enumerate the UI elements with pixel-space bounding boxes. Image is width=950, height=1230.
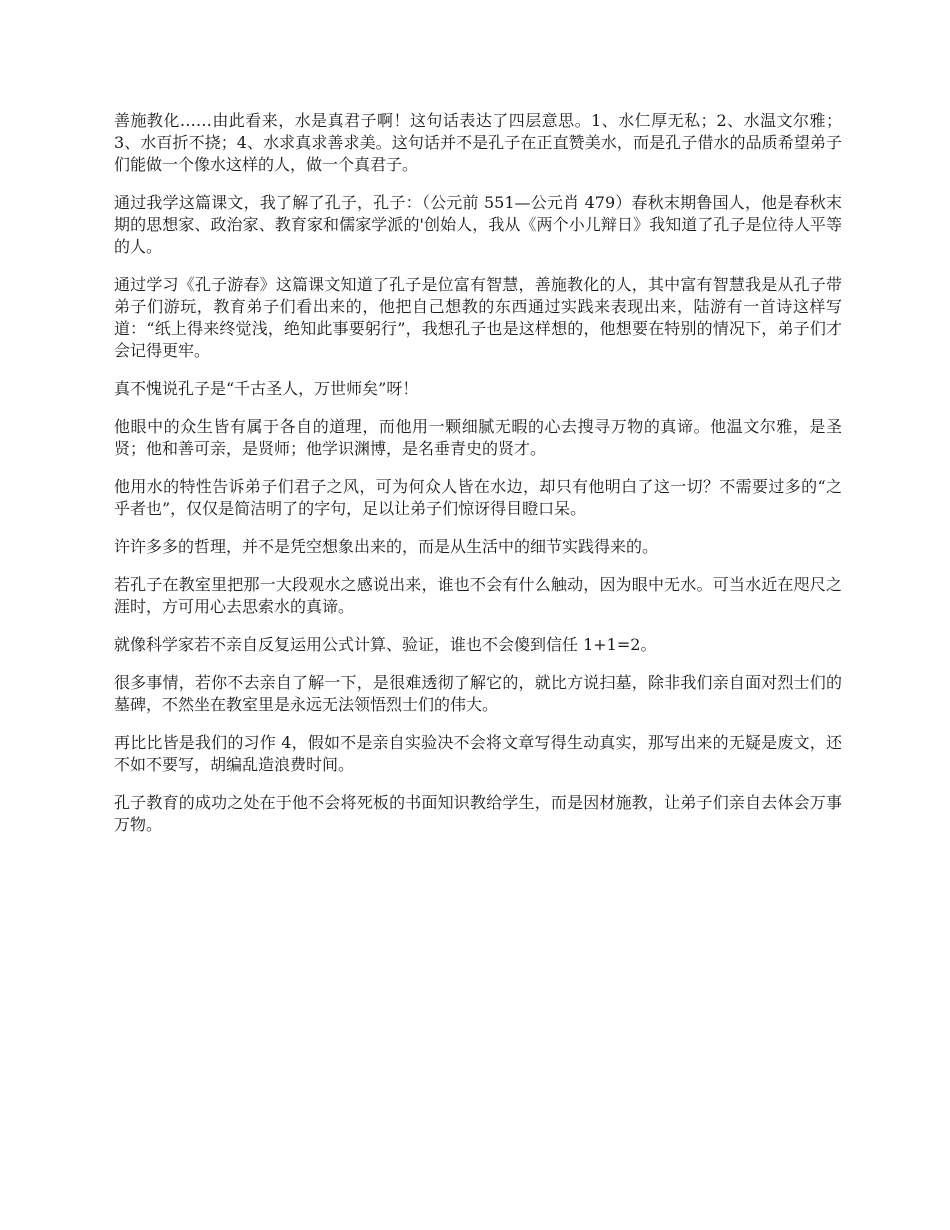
paragraph: 他眼中的众生皆有属于各自的道理，而他用一颗细腻无暇的心去搜寻万物的真谛。他温文尔雅，是圣贤；他和善可亲，是贤师；他学识渊博，是名垂青史的贤才。: [114, 417, 842, 458]
paragraph: 通过学习《孔子游春》这篇课文知道了孔子是位富有智慧，善施教化的人，其中富有智慧我是从孔子带弟子们游玩，教育弟子们看出来的，他把自己想教的东西通过实践来表现出来，陆游有一首诗这样写道：“纸上得来终觉浅，绝知此事要躬行”，我想孔子也是这样想的，他想要在特别的情况下，弟子们才会记得更牢。: [114, 275, 842, 360]
paragraph: 许许多多的哲理，并不是凭空想象出来的，而是从生活中的细节实践得来的。: [114, 537, 659, 556]
paragraph: 他用水的特性告诉弟子们君子之风，可为何众人皆在水边，却只有他明白了这一切？不需要过多的“之乎者也”，仅仅是简洁明了的字句，足以让弟子们惊讶得目瞪口呆。: [114, 477, 842, 518]
paragraph: 再比比皆是我们的习作 4，假如不是亲自实验决不会将文章写得生动真实，那写出来的无疑是废文，还不如不要写，胡编乱造浪费时间。: [114, 733, 842, 774]
paragraph: 孔子教育的成功之处在于他不会将死板的书面知识教给学生，而是因材施教，让弟子们亲自去体会万事万物。: [114, 793, 842, 834]
paragraph: 善施教化……由此看来，水是真君子啊！这句话表达了四层意思。1、水仁厚无私；2、水温文尔雅；3、水百折不挠；4、水求真求善求美。这句话并不是孔子在正直赞美水，而是孔子借水的品质希望弟子们能做一个像水这样的人，做一个真君子。: [114, 111, 842, 174]
paragraph: 很多事情，若你不去亲自了解一下，是很难透彻了解它的，就比方说扫墓，除非我们亲自面对烈士们的墓碑，不然坐在教室里是永远无法领悟烈士们的伟大。: [114, 673, 842, 714]
paragraph: 真不愧说孔子是“千古圣人，万世师矣”呀！: [114, 379, 419, 398]
paragraph: 若孔子在教室里把那一大段观水之感说出来，谁也不会有什么触动，因为眼中无水。可当水近在咫尺之涯时，方可用心去思索水的真谛。: [114, 575, 842, 616]
paragraph: 就像科学家若不亲自反复运用公式计算、验证，谁也不会傻到信任 1+1=2。: [114, 635, 657, 654]
paragraph: 通过我学这篇课文，我了解了孔子，孔子：（公元前 551—公元肖 479）春秋末期鲁国人，他是春秋末期的思想家、政治家、教育家和儒家学派的'创始人，我从《两个小儿辩日》我知道了孔子是位待人平等的人。: [114, 193, 842, 256]
document-body: [114, 110, 842, 852]
